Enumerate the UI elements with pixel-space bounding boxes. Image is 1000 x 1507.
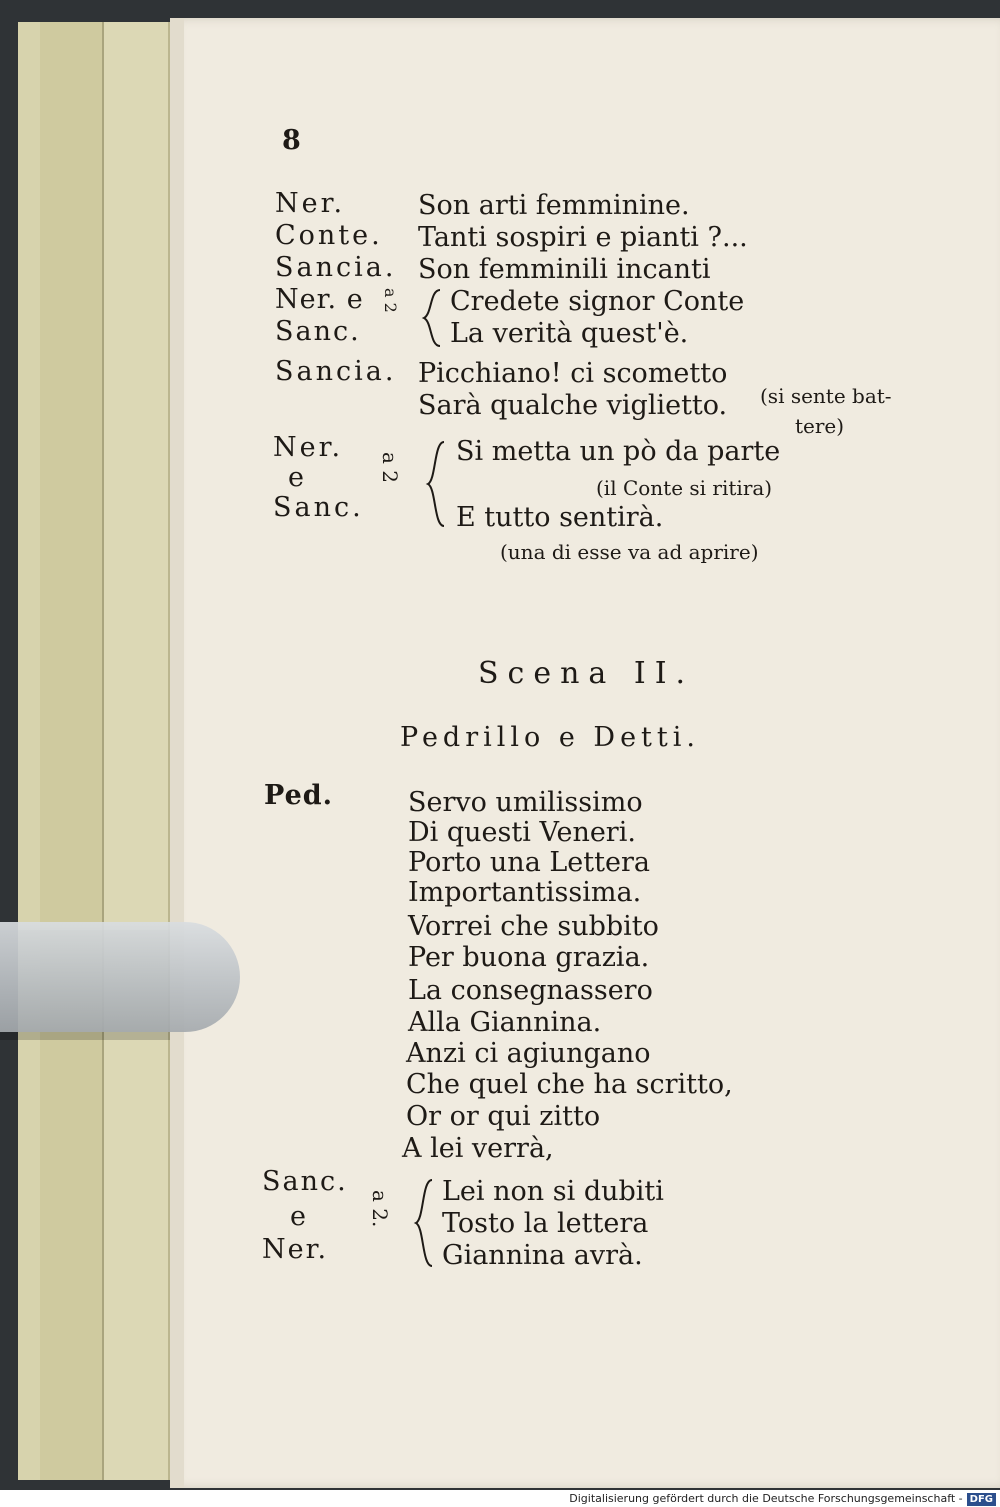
speaker-conte: Conte. (275, 220, 383, 251)
book-spine-board (40, 22, 105, 1480)
duet1-speaker-2: Sanc. (275, 316, 361, 347)
dfg-logo: DFG (967, 1493, 996, 1506)
stage-direction-1b: tere) (795, 414, 845, 438)
duet2-a2-marker: a 2 (378, 452, 402, 484)
page-gutter (170, 18, 184, 1488)
duet3-speaker-3: Ner. (262, 1234, 329, 1265)
stage-direction-3: (una di esse va ad aprire) (500, 540, 759, 564)
verse-line: Or or qui zitto (406, 1101, 601, 1132)
verse-line: Che quel che ha scritto, (406, 1069, 733, 1100)
line-ner: Son arti femminine. (418, 190, 690, 221)
verse-line: Per buona grazia. (408, 942, 650, 973)
verse-line: Porto una Lettera (408, 847, 650, 878)
verse-line: Servo umilissimo (408, 787, 643, 818)
digitization-footer (569, 1490, 996, 1507)
verse-line: Di questi Veneri. (408, 817, 636, 848)
duet2-speaker-3: Sanc. (273, 492, 364, 523)
duet1-speaker-1: Ner. e (275, 284, 364, 315)
duet2-speaker-1: Ner. (273, 432, 344, 463)
verse-line: Alla Giannina. (408, 1007, 602, 1038)
verse-line: Importantissima. (408, 877, 642, 908)
line-sancia: Son femminili incanti (418, 254, 711, 285)
footer-text: Digitalisierung gefördert durch die Deutsche Forschungsgemeinschaft - (569, 1492, 963, 1505)
duet1-line-1: Credete signor Conte (450, 286, 745, 317)
duet3-line-2: Tosto la lettera (442, 1208, 649, 1239)
line-conte: Tanti sospiri e pianti ?... (418, 222, 748, 253)
speaker-sancia: Sancia. (275, 252, 397, 283)
stage-direction-2: (il Conte si ritira) (596, 476, 773, 500)
duet3-speaker-1: Sanc. (262, 1166, 348, 1197)
verse-line: Anzi ci agiungano (406, 1038, 651, 1069)
speaker-ner: Ner. (275, 188, 346, 219)
duet3-speaker-2: e (290, 1201, 306, 1232)
verse-line: La consegnassero (408, 975, 653, 1006)
duet2-line-2: E tutto sentirà. (456, 502, 664, 533)
sancia2-line-1: Picchiano! ci scometto (418, 358, 728, 389)
scene-characters: Pedrillo e Detti. (400, 722, 700, 753)
verse-line: A lei verrà, (402, 1133, 554, 1164)
sancia2-line-2: Sarà qualche viglietto. (418, 390, 728, 421)
scene-heading: Scena II. (478, 656, 695, 691)
duet3-brace (412, 1178, 436, 1268)
stage-direction-1: (si sente bat- (760, 384, 892, 408)
duet3-a2-marker: a 2. (368, 1190, 392, 1228)
glass-page-holder (0, 922, 240, 1032)
speaker-sancia-2: Sancia. (275, 356, 397, 387)
duet2-line-1: Si metta un pò da parte (456, 436, 781, 467)
speaker-pedrillo: Ped. (264, 780, 334, 811)
duet1-a2-marker: a 2 (381, 288, 400, 313)
book-inner-board (104, 22, 170, 1480)
page-number: 8 (282, 125, 301, 156)
duet3-line-3: Giannina avrà. (442, 1240, 643, 1271)
duet2-speaker-2: e (288, 462, 304, 493)
duet1-brace (420, 288, 444, 348)
duet3-line-1: Lei non si dubiti (442, 1176, 664, 1207)
duet1-line-2: La verità quest'è. (450, 318, 689, 349)
verse-line: Vorrei che subbito (408, 911, 659, 942)
duet2-brace (424, 440, 448, 528)
